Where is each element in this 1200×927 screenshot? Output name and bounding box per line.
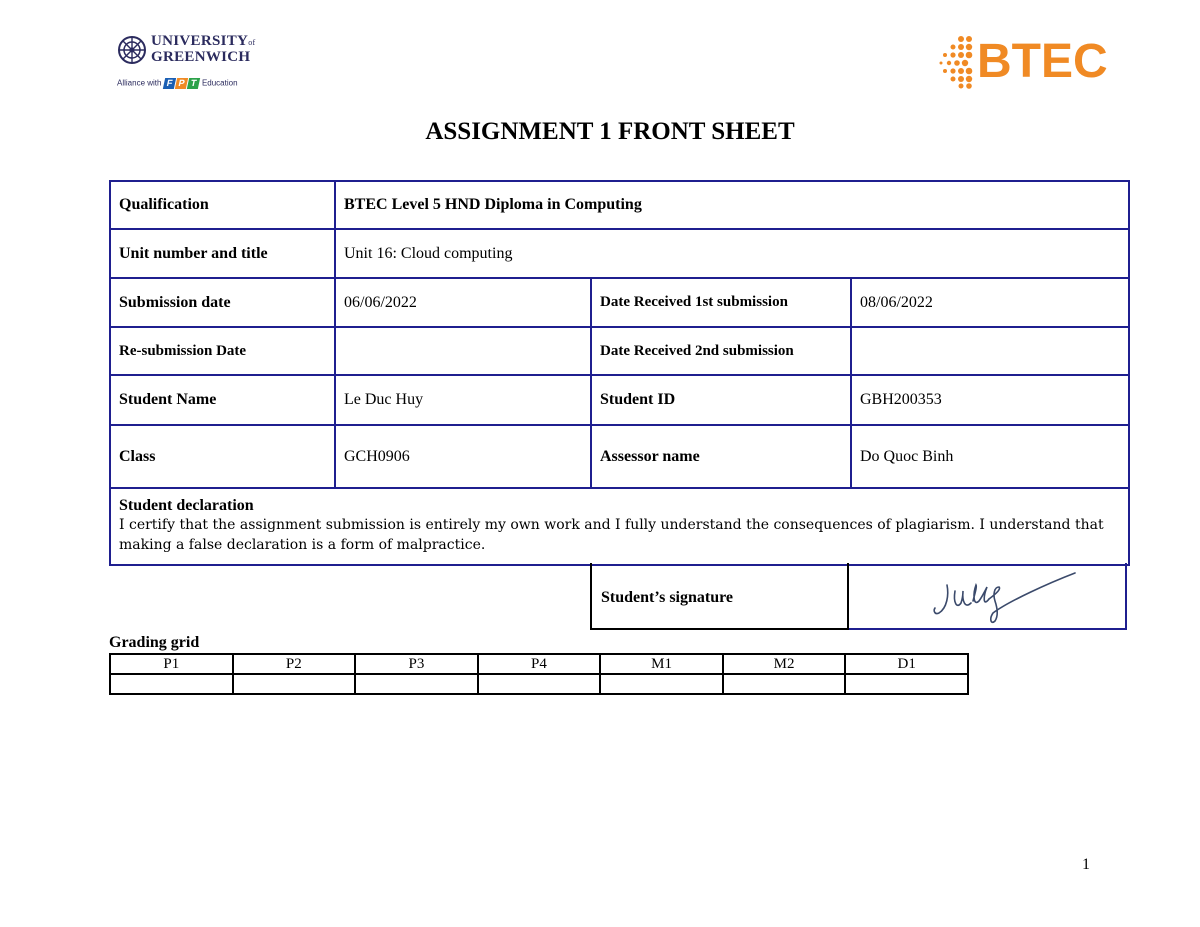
handwritten-signature-icon (849, 563, 1127, 630)
grade-cell (845, 674, 968, 694)
grade-header: P1 (110, 654, 233, 674)
student-name-value: Le Duc Huy (335, 375, 591, 425)
date-received-1-label: Date Received 1st submission (591, 278, 851, 327)
grading-grid (109, 653, 969, 695)
table-row (110, 425, 1129, 488)
btec-dots-icon (937, 33, 977, 91)
fpt-letter: P (175, 78, 188, 89)
grading-header-row (110, 654, 968, 674)
university-of: of (248, 38, 256, 47)
grade-cell (478, 674, 601, 694)
date-received-1-value: 08/06/2022 (851, 278, 1129, 327)
grade-cell (233, 674, 356, 694)
fpt-letter: T (187, 78, 200, 89)
resubmission-label: Re-submission Date (110, 327, 335, 375)
assessor-label: Assessor name (591, 425, 851, 488)
page-number: 1 (1082, 856, 1090, 873)
signature-box (849, 563, 1127, 630)
grade-cell (355, 674, 478, 694)
qualification-label: Qualification (110, 181, 335, 229)
submission-date-label: Submission date (110, 278, 335, 327)
grade-header: D1 (845, 654, 968, 674)
table-row (110, 488, 1129, 565)
btec-wordmark: BTEC (977, 35, 1108, 88)
grade-header: P3 (355, 654, 478, 674)
resubmission-value (335, 327, 591, 375)
declaration-cell (110, 488, 1129, 565)
table-row (110, 327, 1129, 375)
grade-cell (723, 674, 846, 694)
grade-header: P2 (233, 654, 356, 674)
unit-label: Unit number and title (110, 229, 335, 278)
alliance-text: Alliance with (117, 78, 162, 88)
table-row (110, 229, 1129, 278)
btec-logo (937, 33, 1122, 91)
grade-header: P4 (478, 654, 601, 674)
table-row (110, 181, 1129, 229)
university-of-greenwich-logo (117, 33, 257, 95)
fpt-logo (164, 78, 200, 89)
grade-header: M2 (723, 654, 846, 674)
signature-row (590, 563, 1127, 631)
education-text: Education (201, 78, 238, 88)
class-value: GCH0906 (335, 425, 591, 488)
fpt-letter: F (163, 78, 176, 89)
page-title: ASSIGNMENT 1 FRONT SHEET (425, 118, 795, 145)
student-id-label: Student ID (591, 375, 851, 425)
greenwich-crest-icon (117, 35, 147, 65)
date-received-2-value (851, 327, 1129, 375)
grading-value-row (110, 674, 968, 694)
date-received-2-label: Date Received 2nd submission (591, 327, 851, 375)
assessor-value: Do Quoc Binh (851, 425, 1129, 488)
grade-header: M1 (600, 654, 723, 674)
unit-value: Unit 16: Cloud computing (335, 229, 1129, 278)
student-name-label: Student Name (110, 375, 335, 425)
grade-cell (110, 674, 233, 694)
grading-grid-title: Grading grid (109, 634, 200, 651)
declaration-text: I certify that the assignment submission is entirely my own work and I fully understand the consequences of plagiarism. I understand that making a false declaration is a form of malpractice. (119, 517, 1104, 553)
table-row (110, 375, 1129, 425)
university-line1: UNIVERSITY (151, 33, 249, 49)
grade-cell (600, 674, 723, 694)
declaration-heading: Student declaration (119, 497, 254, 514)
qualification-value: BTEC Level 5 HND Diploma in Computing (335, 181, 1129, 229)
table-row (110, 278, 1129, 327)
university-line2: GREENWICH (151, 49, 251, 65)
class-label: Class (110, 425, 335, 488)
submission-date-value: 06/06/2022 (335, 278, 591, 327)
signature-label: Student’s signature (601, 589, 734, 606)
front-sheet-table (109, 180, 1130, 566)
student-id-value: GBH200353 (851, 375, 1129, 425)
